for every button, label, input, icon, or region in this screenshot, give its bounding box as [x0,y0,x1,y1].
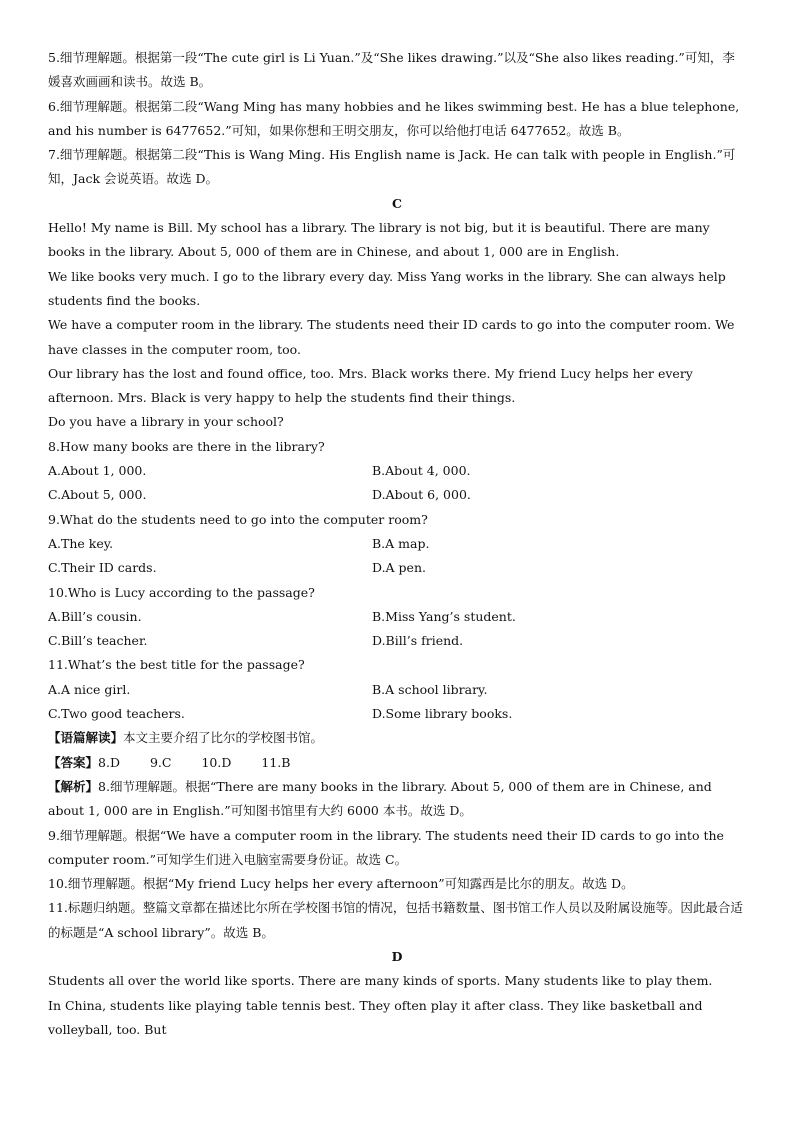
question-11-options-row-1 [48,678,746,702]
analysis-item-8-text: 8.细节理解题。根据“There are many books in the library. About 5, 000 of them are in Chinese, and about 1, 000 are in English.”可知图书馆里有大约 6000 本书。故选 D。 [48,778,712,819]
analysis-item-9: 9.细节理解题。根据“We have a computer room in the library. The students need their ID cards to go into the computer room.”可知学生们进入电脑室需要身份证。故选 C。 [48,827,724,867]
passage-d-paragraph-1: Students all over the world like sports. There are many kinds of sports. Many students like to play them. [48,973,713,989]
question-10-options-row-2 [48,629,746,653]
answer-line [48,751,746,775]
answer-label: 【答案】 [48,754,99,770]
question-10-option-a: A.Bill’s cousin. [48,608,142,624]
question-9-option-d: D.A pen. [372,560,426,576]
question-10-option-b: B.Miss Yang’s student. [372,608,516,624]
question-11-option-a: A.A nice girl. [48,681,131,697]
question-8-option-a: A.About 1, 000. [48,463,147,479]
reading-summary-text: 本文主要介绍了比尔的学校图书馆。 [123,730,324,746]
question-11-option-c: C.Two good teachers. [48,706,185,722]
analysis-item-6: 6.细节理解题。根据第二段“Wang Ming has many hobbies and he likes swimming best. He has a blue telephone, and his number is 6477652.”可知，如果你想和王明交朋友，你可以给他打电话 6477652。故选 B。 [48,98,740,138]
analysis-item-11: 11.标题归纳题。整篇文章都在描述比尔所在学校图书馆的情况，包括书籍数量、图书馆工作人员以及附属设施等。因此最合适的标题是“A school library”。故选 B。 [48,900,743,940]
question-10-option-d: D.Bill’s friend. [372,633,464,649]
answer-8: 8.D [98,754,120,770]
question-8-options-row-1 [48,459,746,483]
answer-10: 10.D [201,754,232,770]
question-9-options-row-1 [48,532,746,556]
passage-c-paragraph-2: We like books very much. I go to the library every day. Miss Yang works in the library. She can always help students find the books. [48,268,726,308]
answer-9: 9.C [149,754,172,770]
question-8-option-c: C.About 5, 000. [48,487,147,503]
answer-11: 11.B [261,754,291,770]
question-9-options-row-2 [48,556,746,580]
passage-c-paragraph-5: Do you have a library in your school? [48,414,284,430]
passage-c-paragraph-1: Hello! My name is Bill. My school has a library. The library is not big, but it is beautiful. There are many books in the library. About 5, 000 of them are in Chinese, and about 1, 000 are in English. [48,220,710,260]
question-9-option-c: C.Their ID cards. [48,560,157,576]
question-11-option-d: D.Some library books. [372,706,513,722]
analysis-label: 【解析】 [48,778,99,794]
analysis-item-5: 5.细节理解题。根据第一段“The cute girl is Li Yuan.”及“She likes drawing.”以及“She also likes reading.”可知，李媛喜欢画画和读书。故选 B。 [48,50,735,90]
reading-summary [48,726,746,750]
section-d-heading: D [391,948,403,964]
passage-c-paragraph-4: Our library has the lost and found office, too. Mrs. Black works there. My friend Lucy helps her every afternoon. Mrs. Black is very happy to help the students find their things. [48,365,693,406]
question-8-option-b: B.About 4, 000. [372,463,471,479]
question-11-options-row-2 [48,702,746,726]
question-9-option-b: B.A map. [372,535,430,551]
question-11-stem: 11.What’s the best title for the passage? [48,657,305,673]
question-8-options-row-2 [48,483,746,507]
analysis-item-8 [48,775,746,824]
passage-d-paragraph-2: In China, students like playing table tennis best. They often play it after class. They like basketball and volleyball, too. But [48,997,703,1037]
analysis-item-10: 10.细节理解题。根据“My friend Lucy helps her every afternoon”可知露西是比尔的朋友。故选 D。 [48,876,634,892]
question-11-option-b: B.A school library. [372,681,488,697]
question-8-stem: 8.How many books are there in the library? [48,438,325,454]
reading-summary-label: 【语篇解读】 [48,730,124,746]
passage-c-paragraph-3: We have a computer room in the library. The students need their ID cards to go into the computer room. We have classes in the computer room, too. [48,317,735,357]
question-8-option-d: D.About 6, 000. [372,487,471,503]
analysis-item-7: 7.细节理解题。根据第二段“This is Wang Ming. His English name is Jack. He can talk with people in English.”可知，Jack 会说英语。故选 D。 [48,147,736,187]
question-9-option-a: A.The key. [48,535,114,551]
question-10-options-row-1 [48,605,746,629]
section-c-heading: C [392,195,402,211]
question-10-option-c: C.Bill’s teacher. [48,633,148,649]
question-9-stem: 9.What do the students need to go into the computer room? [48,511,428,527]
question-10-stem: 10.Who is Lucy according to the passage? [48,584,315,600]
